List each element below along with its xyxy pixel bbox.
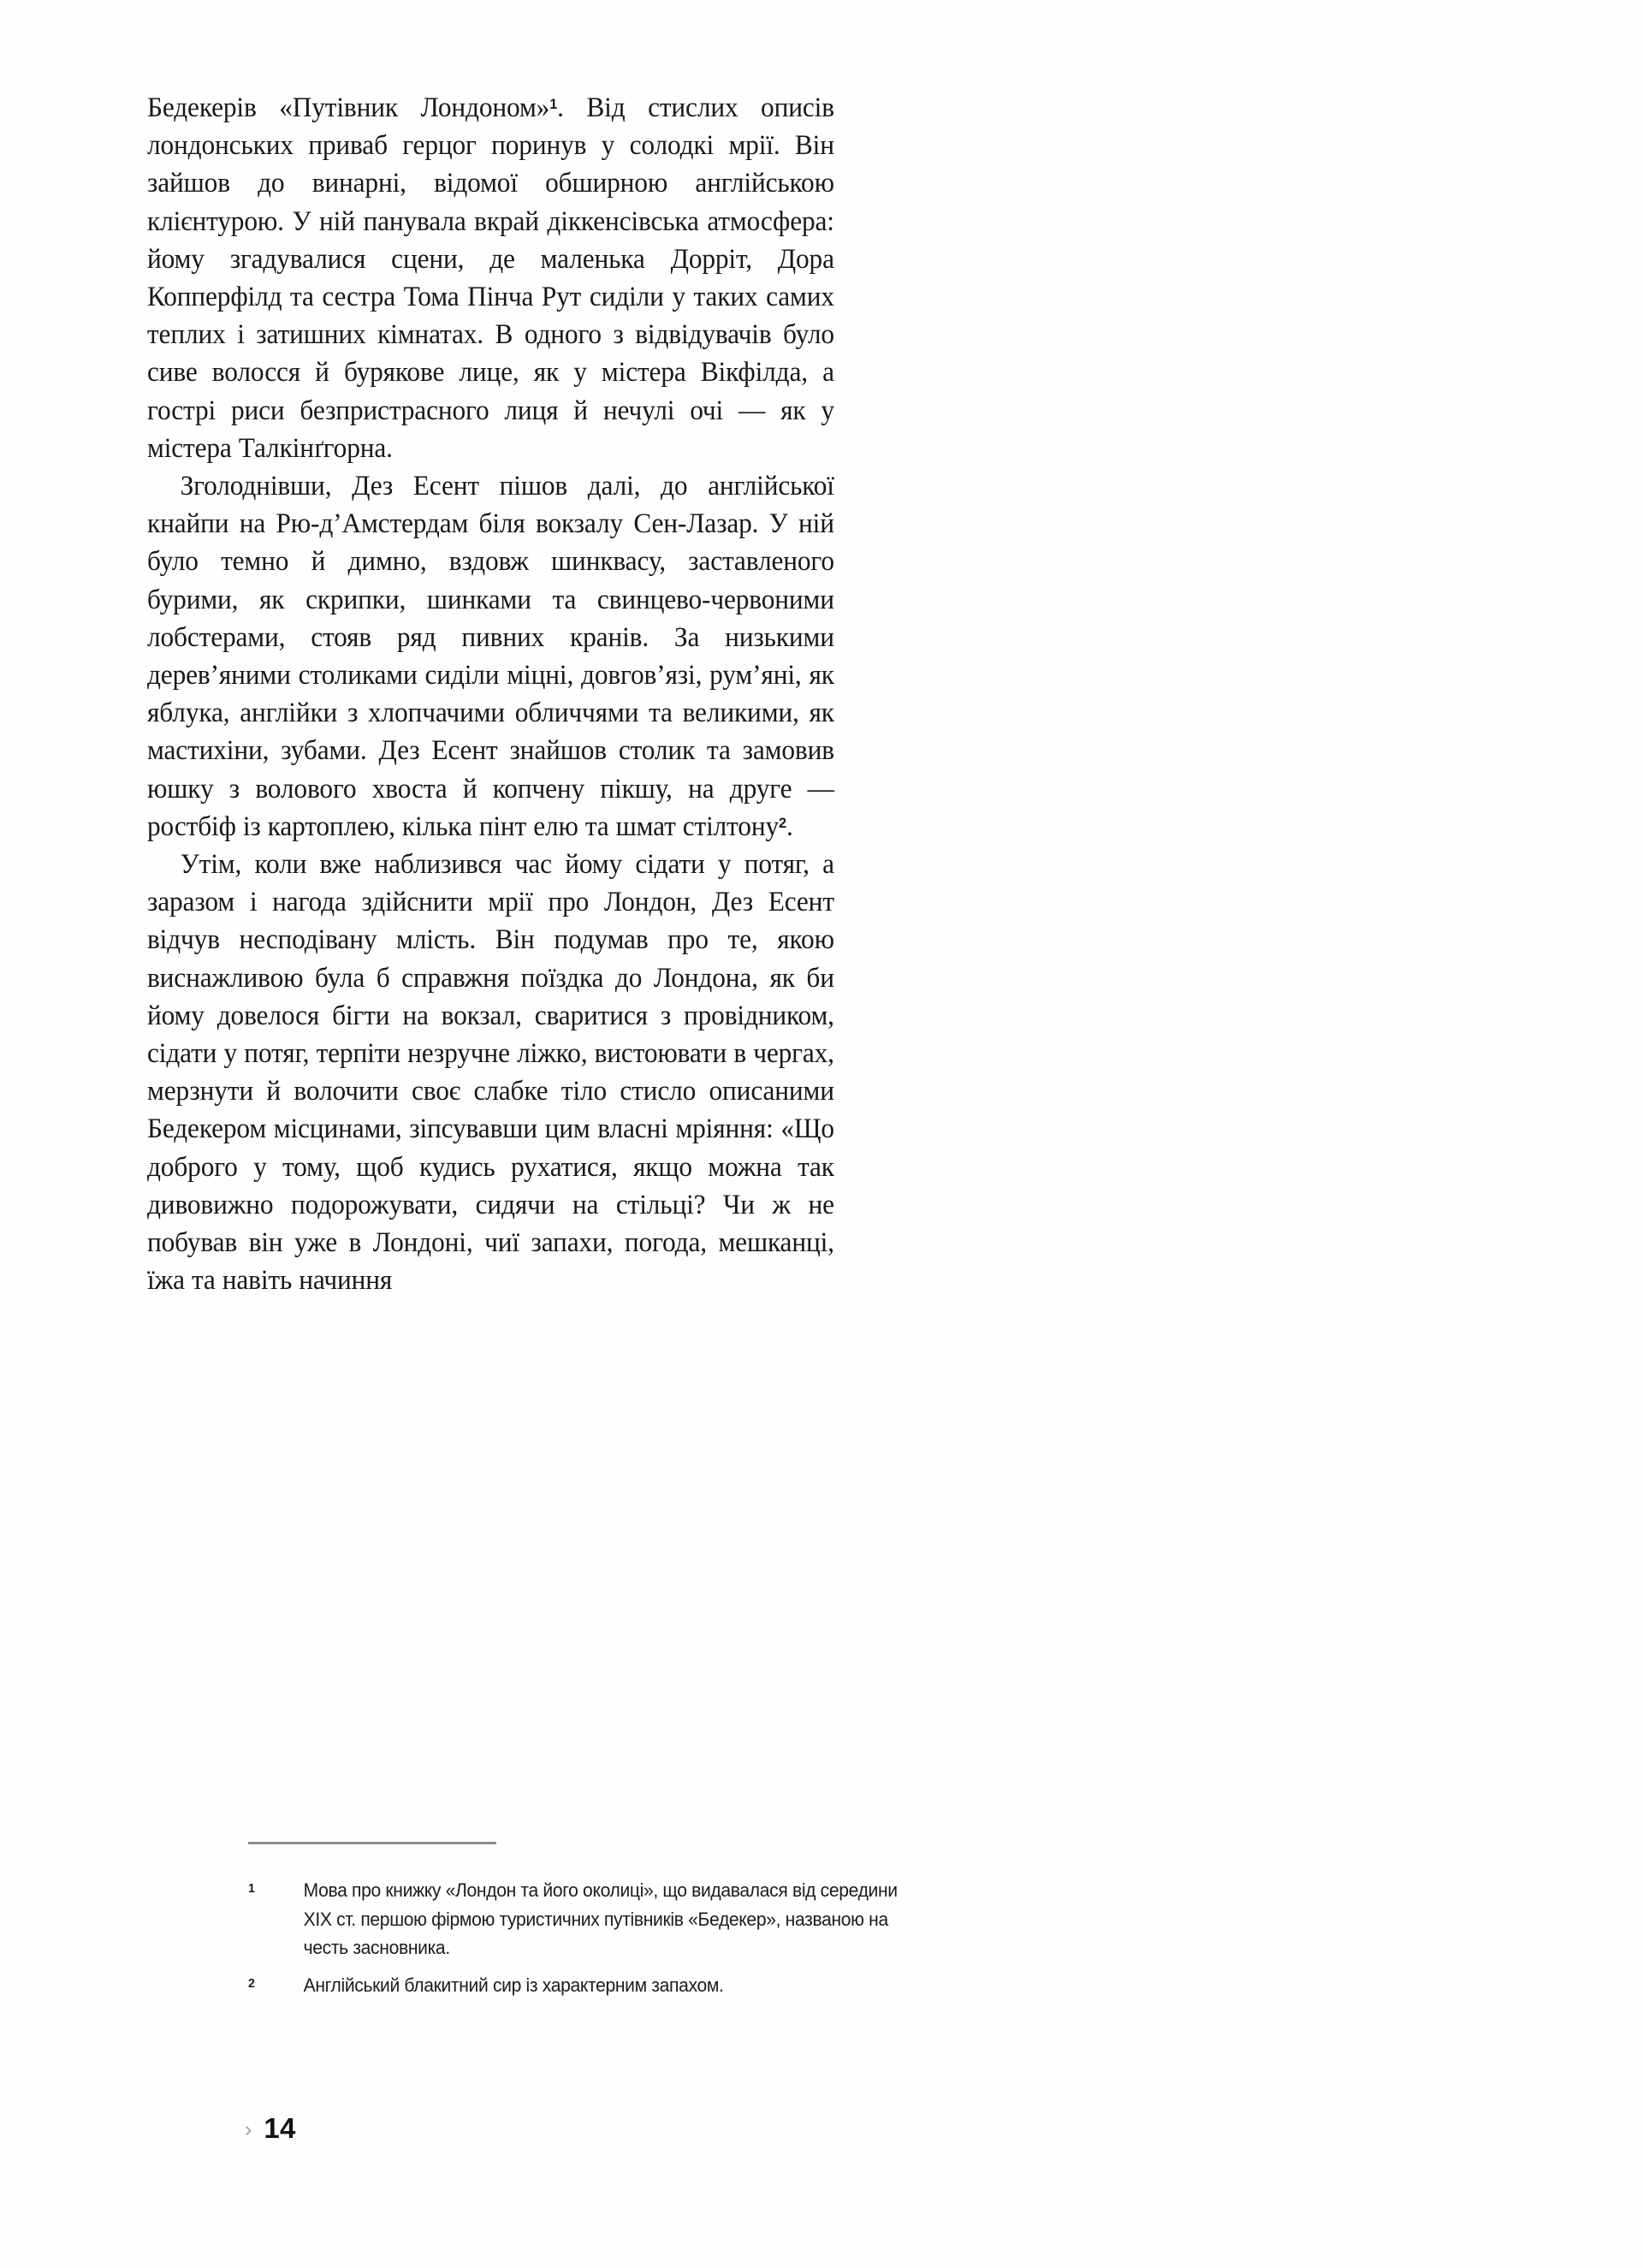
footnote-reference-2[interactable]: 2 — [779, 815, 786, 832]
paragraph-1-text-after-footnote-marker: . Від стислих описів лондонських приваб герцог поринув у солодкі мрії. Він зайшов до винарні, відомої обширною англійською клієнтурою. У ній панувала вкрай діккенсівська атмосфера: йому згадувалися сцени, де маленька Дорріт, Дора Копперфілд та сестра Тома Пінча Рут сиділи у таких самих теплих і затишних кімнатах. В одного з відвідувачів було сиве волосся й бурякове лице, як у містера Вікфілда, а гострі риси безпристрасного лиця й нечулі очі — як у містера Талкінґгорна. — [147, 92, 834, 464]
page-folio — [245, 2114, 296, 2142]
page-number: 14 — [264, 2112, 296, 2144]
body-text-column — [147, 89, 859, 1300]
paragraph-1-text-before-footnote-marker: Бедекерів «Путівник Лондоном» — [147, 92, 550, 123]
paragraph-3-text: Утім, коли вже наблизився час йому сідати у потяг, а заразом і нагода здійснити мрії про Лондон, Дез Есент відчув несподівану млість. Він подумав про те, якою виснажливою була б справжня поїздка до Лондона, як би йому довелося бігти на вокзал, сваритися з провідником, сідати у потяг, терпіти незручне ліжко, вистоювати в чергах, мерзнути й волочити своє слабке тіло стисло описаними Бедекером місцинами, зіпсувавши цим власні мріяння: «Що доброго у тому, щоб кудись рухатися, якщо можна так дивовижно подорожувати, сидячи на стільці? Чи ж не побував він уже в Лондоні, чиї запахи, погода, мешканці, їжа та навіть начиння — [147, 849, 834, 1297]
footnote-text-1: Мова про книжку «Лондон та його околиці», що видавалася від середини XIX ст. першою фірмою туристичних путівників «Бедекер», названою на честь засновника. — [303, 1879, 898, 1958]
footnote-text-2: Англійський блакитний сир із характерним запахом. — [303, 1974, 724, 1996]
paragraph-2-text-after-footnote-marker: . — [786, 810, 793, 842]
footnote-separator-rule — [248, 1842, 496, 1844]
footnote-marker-1: 1 — [248, 1881, 255, 1896]
footnote-reference-1[interactable]: 1 — [549, 96, 558, 113]
paragraph-2 — [147, 467, 834, 846]
paragraph-3 — [147, 846, 834, 1299]
paragraph-1 — [147, 89, 834, 467]
footnote-list — [248, 1876, 941, 1999]
footnote-item-1 — [248, 1876, 907, 1962]
chevron-right-icon: › — [245, 2117, 252, 2141]
footnote-marker-2: 2 — [248, 1975, 255, 1991]
paragraph-2-text-before-footnote-marker: Зголоднівши, Дез Есент пішов далі, до англійської кнайпи на Рю-д’Амстердам біля вокзалу Сен-Лазар. У ній було темно й димно, вздовж шинквасу, заставленого бурими, як скрипки, шинками та свинцево-червоними лобстерами, стояв ряд пивних кранів. За низькими дерев’яними столиками сиділи міцні, довгов’язі, рум’яні, як яблука, англійки з хлопчачими обличчями та великими, як мастихіни, зубами. Дез Есент знайшов столик та замовив юшку з волового хвоста й копчену пікшу, на друге — ростбіф із картоплею, кілька пінт елю та шмат стілтону — [147, 471, 834, 842]
footnote-item-2 — [248, 1971, 907, 2000]
